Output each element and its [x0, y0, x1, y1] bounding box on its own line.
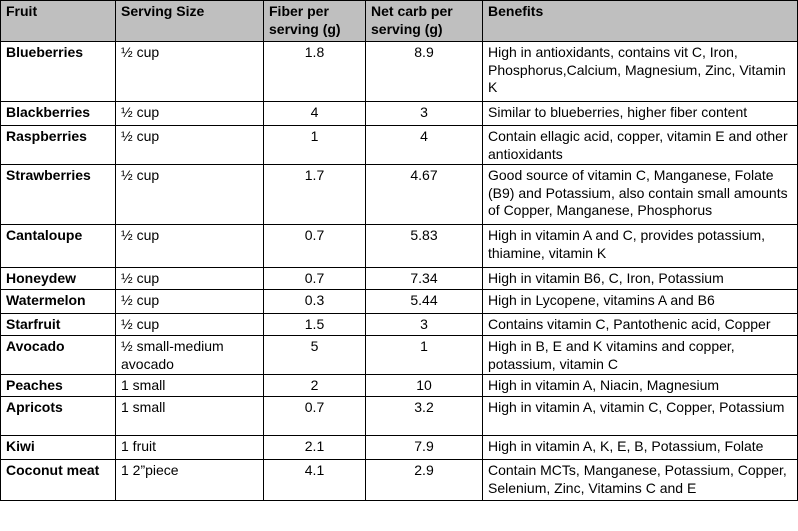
cell-fiber: 0.7	[264, 397, 366, 436]
header-fiber: Fiber per serving (g)	[264, 1, 366, 42]
cell-net-carb: 1	[366, 336, 483, 375]
cell-fruit: Blueberries	[1, 42, 116, 102]
cell-serving-size: ½ cup	[116, 268, 264, 290]
cell-fruit: Blackberries	[1, 102, 116, 126]
header-benefits: Benefits	[483, 1, 798, 42]
table-body	[1, 42, 798, 501]
table-row	[1, 225, 798, 268]
cell-fruit: Coconut meat	[1, 460, 116, 501]
table-row	[1, 165, 798, 225]
cell-benefits: High in vitamin B6, C, Iron, Potassium	[483, 268, 798, 290]
cell-serving-size: 1 fruit	[116, 436, 264, 460]
cell-net-carb: 7.9	[366, 436, 483, 460]
cell-net-carb: 10	[366, 375, 483, 397]
header-net-carb: Net carb per serving (g)	[366, 1, 483, 42]
cell-serving-size: ½ cup	[116, 102, 264, 126]
cell-fiber: 5	[264, 336, 366, 375]
cell-serving-size: ½ cup	[116, 126, 264, 165]
cell-fruit: Starfruit	[1, 314, 116, 336]
cell-serving-size: ½ cup	[116, 314, 264, 336]
cell-serving-size: 1 small	[116, 397, 264, 436]
cell-fiber: 4.1	[264, 460, 366, 501]
cell-serving-size: ½ cup	[116, 42, 264, 102]
cell-benefits: High in vitamin A, Niacin, Magnesium	[483, 375, 798, 397]
cell-serving-size: 1 2”piece	[116, 460, 264, 501]
cell-net-carb: 8.9	[366, 42, 483, 102]
cell-net-carb: 5.83	[366, 225, 483, 268]
table-row	[1, 397, 798, 436]
cell-fruit: Watermelon	[1, 290, 116, 314]
table-header-row	[1, 1, 798, 42]
table-row	[1, 336, 798, 375]
cell-fruit: Kiwi	[1, 436, 116, 460]
table-row	[1, 460, 798, 501]
cell-fiber: 4	[264, 102, 366, 126]
table-row	[1, 126, 798, 165]
cell-benefits: Contain MCTs, Manganese, Potassium, Copper, Selenium, Zinc, Vitamins C and E	[483, 460, 798, 501]
table-row	[1, 290, 798, 314]
cell-fruit: Raspberries	[1, 126, 116, 165]
cell-benefits: Contains vitamin C, Pantothenic acid, Copper	[483, 314, 798, 336]
cell-fiber: 2.1	[264, 436, 366, 460]
cell-benefits: High in vitamin A and C, provides potassium, thiamine, vitamin K	[483, 225, 798, 268]
table-row	[1, 314, 798, 336]
cell-serving-size: ½ cup	[116, 165, 264, 225]
cell-serving-size: ½ cup	[116, 225, 264, 268]
header-serving-size: Serving Size	[116, 1, 264, 42]
cell-net-carb: 7.34	[366, 268, 483, 290]
cell-fruit: Honeydew	[1, 268, 116, 290]
header-fruit: Fruit	[1, 1, 116, 42]
table-row	[1, 375, 798, 397]
cell-benefits: High in B, E and K vitamins and copper, potassium, vitamin C	[483, 336, 798, 375]
cell-net-carb: 4	[366, 126, 483, 165]
cell-fiber: 1	[264, 126, 366, 165]
cell-fiber: 0.7	[264, 268, 366, 290]
table-row	[1, 436, 798, 460]
cell-fruit: Cantaloupe	[1, 225, 116, 268]
table-row	[1, 268, 798, 290]
cell-benefits: Similar to blueberries, higher fiber content	[483, 102, 798, 126]
cell-fruit: Apricots	[1, 397, 116, 436]
cell-serving-size: ½ cup	[116, 290, 264, 314]
cell-net-carb: 3	[366, 102, 483, 126]
table-row	[1, 102, 798, 126]
cell-fruit: Peaches	[1, 375, 116, 397]
cell-fiber: 0.7	[264, 225, 366, 268]
cell-serving-size: 1 small	[116, 375, 264, 397]
cell-benefits: High in vitamin A, vitamin C, Copper, Potassium	[483, 397, 798, 436]
cell-fruit: Strawberries	[1, 165, 116, 225]
cell-net-carb: 4.67	[366, 165, 483, 225]
cell-net-carb: 5.44	[366, 290, 483, 314]
cell-fiber: 1.7	[264, 165, 366, 225]
cell-serving-size: ½ small-medium avocado	[116, 336, 264, 375]
cell-fiber: 1.5	[264, 314, 366, 336]
cell-net-carb: 3.2	[366, 397, 483, 436]
cell-benefits: High in Lycopene, vitamins A and B6	[483, 290, 798, 314]
cell-fiber: 0.3	[264, 290, 366, 314]
cell-benefits: High in antioxidants, contains vit C, Iron, Phosphorus,Calcium, Magnesium, Zinc, Vitamin K	[483, 42, 798, 102]
cell-fiber: 2	[264, 375, 366, 397]
cell-benefits: High in vitamin A, K, E, B, Potassium, Folate	[483, 436, 798, 460]
cell-fruit: Avocado	[1, 336, 116, 375]
cell-benefits: Contain ellagic acid, copper, vitamin E and other antioxidants	[483, 126, 798, 165]
cell-net-carb: 3	[366, 314, 483, 336]
cell-net-carb: 2.9	[366, 460, 483, 501]
cell-benefits: Good source of vitamin C, Manganese, Folate (B9) and Potassium, also contain small amounts of Copper, Manganese, Phosphorus	[483, 165, 798, 225]
cell-fiber: 1.8	[264, 42, 366, 102]
table-row	[1, 42, 798, 102]
